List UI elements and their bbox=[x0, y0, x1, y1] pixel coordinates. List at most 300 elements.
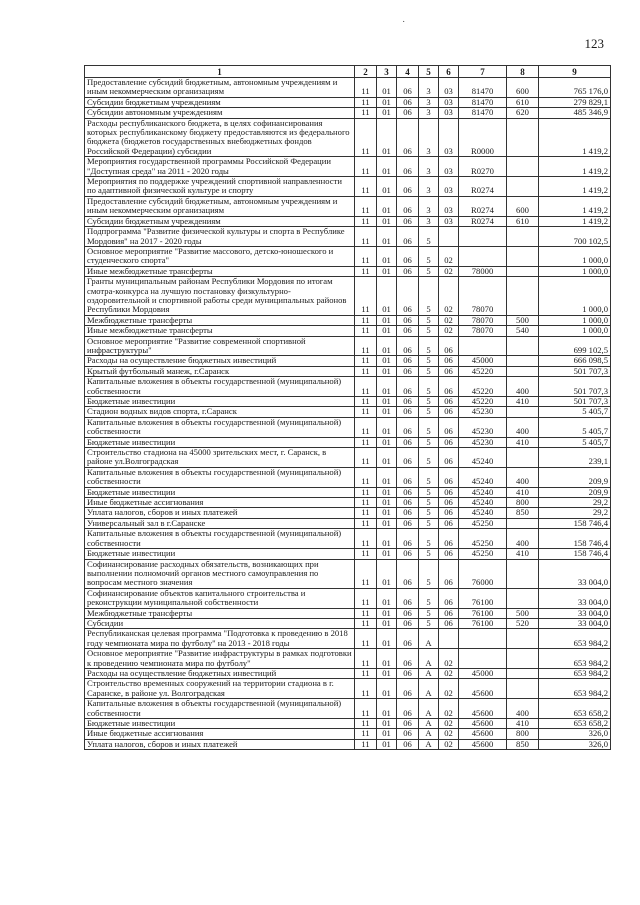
target-code-cell: 45250 bbox=[459, 549, 507, 559]
program-cell: А bbox=[419, 739, 439, 749]
glava-cell: 11 bbox=[355, 118, 377, 157]
target-code-cell: 45240 bbox=[459, 448, 507, 468]
glava-cell: 11 bbox=[355, 498, 377, 508]
program-cell: 5 bbox=[419, 266, 439, 276]
table-row bbox=[85, 227, 611, 247]
amount-cell: 1 419,2 bbox=[539, 196, 611, 216]
amount-cell: 158 746,4 bbox=[539, 549, 611, 559]
row-name-cell: Бюджетные инвестиции bbox=[85, 549, 355, 559]
razdel-cell: 01 bbox=[377, 699, 397, 719]
razdel-cell: 01 bbox=[377, 549, 397, 559]
row-name-cell: Расходы республиканского бюджета, в целях софинансирования которых республиканскому бюджету предоставляются из федерального бюджета (бюджетов государственных внебюджетных фондов Российской Федерации) субсидии bbox=[85, 118, 355, 157]
razdel-cell: 01 bbox=[377, 336, 397, 356]
expense-type-cell: 410 bbox=[507, 549, 539, 559]
target-code-cell: 76100 bbox=[459, 588, 507, 608]
glava-cell: 11 bbox=[355, 467, 377, 487]
expense-type-cell: 850 bbox=[507, 508, 539, 518]
subprogram-cell: 06 bbox=[439, 559, 459, 588]
glava-cell: 11 bbox=[355, 739, 377, 749]
glava-cell: 11 bbox=[355, 356, 377, 366]
razdel-cell: 01 bbox=[377, 108, 397, 118]
row-name-cell: Подпрограмма "Развитие физической культуры и спорта в Республике Мордовия" на 2017 - 2020 годы bbox=[85, 227, 355, 247]
target-code-cell: 45230 bbox=[459, 407, 507, 417]
program-cell: 5 bbox=[419, 508, 439, 518]
amount-cell: 5 405,7 bbox=[539, 417, 611, 437]
target-code-cell: 45600 bbox=[459, 719, 507, 729]
glava-cell: 11 bbox=[355, 649, 377, 669]
razdel-cell: 01 bbox=[377, 729, 397, 739]
razdel-cell: 01 bbox=[377, 719, 397, 729]
podrazdel-cell: 06 bbox=[397, 177, 419, 197]
program-cell: А bbox=[419, 719, 439, 729]
razdel-cell: 01 bbox=[377, 356, 397, 366]
row-name-cell: Мероприятия по поддержке учреждений спортивной направленности по адаптивной физической культуре и спорту bbox=[85, 177, 355, 197]
expense-type-cell bbox=[507, 448, 539, 468]
row-name-cell: Строительство временных сооружений на территории стадиона в г. Саранске, в районе ул. Волгоградская bbox=[85, 679, 355, 699]
expense-type-cell bbox=[507, 118, 539, 157]
expense-type-cell bbox=[507, 679, 539, 699]
razdel-cell: 01 bbox=[377, 97, 397, 107]
amount-cell: 29,2 bbox=[539, 508, 611, 518]
row-name-cell: Иные бюджетные ассигнования bbox=[85, 729, 355, 739]
table-header-row bbox=[85, 66, 611, 78]
table-row bbox=[85, 315, 611, 325]
target-code-cell: R0274 bbox=[459, 177, 507, 197]
amount-cell: 29,2 bbox=[539, 498, 611, 508]
amount-cell: 33 004,0 bbox=[539, 618, 611, 628]
table-row bbox=[85, 487, 611, 497]
subprogram-cell: 02 bbox=[439, 679, 459, 699]
target-code-cell bbox=[459, 246, 507, 266]
program-cell: 5 bbox=[419, 246, 439, 266]
amount-cell: 666 098,5 bbox=[539, 356, 611, 366]
target-code-cell: 45220 bbox=[459, 366, 507, 376]
expense-type-cell bbox=[507, 366, 539, 376]
glava-cell: 11 bbox=[355, 407, 377, 417]
amount-cell: 1 000,0 bbox=[539, 277, 611, 316]
table-row bbox=[85, 518, 611, 528]
subprogram-cell: 03 bbox=[439, 97, 459, 107]
podrazdel-cell: 06 bbox=[397, 407, 419, 417]
glava-cell: 11 bbox=[355, 78, 377, 98]
podrazdel-cell: 06 bbox=[397, 336, 419, 356]
target-code-cell: R0274 bbox=[459, 196, 507, 216]
razdel-cell: 01 bbox=[377, 487, 397, 497]
program-cell: 5 bbox=[419, 559, 439, 588]
amount-cell: 1 000,0 bbox=[539, 326, 611, 336]
amount-cell: 501 707,3 bbox=[539, 366, 611, 376]
program-cell: 3 bbox=[419, 78, 439, 98]
podrazdel-cell: 06 bbox=[397, 559, 419, 588]
row-name-cell: Субсидии бюджетным учреждениям bbox=[85, 97, 355, 107]
razdel-cell: 01 bbox=[377, 649, 397, 669]
glava-cell: 11 bbox=[355, 366, 377, 376]
expense-type-cell: 410 bbox=[507, 437, 539, 447]
table-row bbox=[85, 157, 611, 177]
podrazdel-cell: 06 bbox=[397, 277, 419, 316]
subprogram-cell: 02 bbox=[439, 649, 459, 669]
podrazdel-cell: 06 bbox=[397, 366, 419, 376]
table-row bbox=[85, 196, 611, 216]
amount-cell: 279 829,1 bbox=[539, 97, 611, 107]
program-cell: 3 bbox=[419, 177, 439, 197]
expense-type-cell bbox=[507, 336, 539, 356]
podrazdel-cell: 06 bbox=[397, 397, 419, 407]
glava-cell: 11 bbox=[355, 108, 377, 118]
program-cell: 5 bbox=[419, 407, 439, 417]
amount-cell: 1 000,0 bbox=[539, 266, 611, 276]
subprogram-cell: 06 bbox=[439, 448, 459, 468]
row-name-cell: Субсидии bbox=[85, 618, 355, 628]
razdel-cell: 01 bbox=[377, 407, 397, 417]
amount-cell: 485 346,9 bbox=[539, 108, 611, 118]
header-cell: 2 bbox=[355, 66, 377, 78]
table-row bbox=[85, 549, 611, 559]
row-name-cell: Стадион водных видов спорта, г.Саранск bbox=[85, 407, 355, 417]
glava-cell: 11 bbox=[355, 729, 377, 739]
table-row bbox=[85, 246, 611, 266]
razdel-cell: 01 bbox=[377, 315, 397, 325]
expense-type-cell bbox=[507, 407, 539, 417]
glava-cell: 11 bbox=[355, 196, 377, 216]
table-row bbox=[85, 559, 611, 588]
podrazdel-cell: 06 bbox=[397, 196, 419, 216]
program-cell: 5 bbox=[419, 356, 439, 366]
podrazdel-cell: 06 bbox=[397, 518, 419, 528]
subprogram-cell: 06 bbox=[439, 377, 459, 397]
target-code-cell: 45230 bbox=[459, 417, 507, 437]
row-name-cell: Уплата налогов, сборов и иных платежей bbox=[85, 739, 355, 749]
table-row bbox=[85, 739, 611, 749]
subprogram-cell: 06 bbox=[439, 498, 459, 508]
target-code-cell: R0270 bbox=[459, 157, 507, 177]
razdel-cell: 01 bbox=[377, 277, 397, 316]
amount-cell: 653 984,2 bbox=[539, 668, 611, 678]
podrazdel-cell: 06 bbox=[397, 608, 419, 618]
target-code-cell: 45600 bbox=[459, 699, 507, 719]
row-name-cell: Бюджетные инвестиции bbox=[85, 397, 355, 407]
row-name-cell: Бюджетные инвестиции bbox=[85, 437, 355, 447]
subprogram-cell: 06 bbox=[439, 366, 459, 376]
program-cell: А bbox=[419, 699, 439, 719]
expense-type-cell bbox=[507, 588, 539, 608]
row-name-cell: Бюджетные инвестиции bbox=[85, 719, 355, 729]
razdel-cell: 01 bbox=[377, 227, 397, 247]
table-row bbox=[85, 108, 611, 118]
table-row bbox=[85, 397, 611, 407]
expense-type-cell: 400 bbox=[507, 377, 539, 397]
table-body bbox=[85, 78, 611, 750]
table-row bbox=[85, 277, 611, 316]
row-name-cell: Иные бюджетные ассигнования bbox=[85, 498, 355, 508]
program-cell: 5 bbox=[419, 377, 439, 397]
program-cell: 5 bbox=[419, 417, 439, 437]
razdel-cell: 01 bbox=[377, 618, 397, 628]
program-cell: 5 bbox=[419, 336, 439, 356]
glava-cell: 11 bbox=[355, 326, 377, 336]
table-row bbox=[85, 467, 611, 487]
razdel-cell: 01 bbox=[377, 739, 397, 749]
table-row bbox=[85, 97, 611, 107]
razdel-cell: 01 bbox=[377, 518, 397, 528]
razdel-cell: 01 bbox=[377, 157, 397, 177]
amount-cell: 501 707,3 bbox=[539, 377, 611, 397]
row-name-cell: Предоставление субсидий бюджетным, автономным учреждениям и иным некоммерческим организациям bbox=[85, 78, 355, 98]
glava-cell: 11 bbox=[355, 246, 377, 266]
subprogram-cell: 03 bbox=[439, 157, 459, 177]
amount-cell: 1 419,2 bbox=[539, 177, 611, 197]
table-row bbox=[85, 608, 611, 618]
program-cell: 5 bbox=[419, 588, 439, 608]
target-code-cell: 45240 bbox=[459, 508, 507, 518]
row-name-cell: Расходы на осуществление бюджетных инвестиций bbox=[85, 668, 355, 678]
table-row bbox=[85, 649, 611, 669]
row-name-cell: Универсальный зал в г.Саранске bbox=[85, 518, 355, 528]
target-code-cell: 45240 bbox=[459, 498, 507, 508]
target-code-cell bbox=[459, 649, 507, 669]
row-name-cell: Предоставление субсидий бюджетным, автономным учреждениям и иным некоммерческим организациям bbox=[85, 196, 355, 216]
row-name-cell: Строительство стадиона на 45000 зрительских мест, г. Саранск, в районе ул.Волгоградская bbox=[85, 448, 355, 468]
row-name-cell: Мероприятия государственной программы Российской Федерации "Доступная среда" на 2011 - 2020 годы bbox=[85, 157, 355, 177]
amount-cell: 33 004,0 bbox=[539, 608, 611, 618]
header-cell: 3 bbox=[377, 66, 397, 78]
subprogram-cell: 02 bbox=[439, 277, 459, 316]
table-row bbox=[85, 498, 611, 508]
glava-cell: 11 bbox=[355, 518, 377, 528]
program-cell: А bbox=[419, 729, 439, 739]
glava-cell: 11 bbox=[355, 397, 377, 407]
amount-cell: 653 984,2 bbox=[539, 649, 611, 669]
podrazdel-cell: 06 bbox=[397, 118, 419, 157]
amount-cell: 1 419,2 bbox=[539, 157, 611, 177]
program-cell: 5 bbox=[419, 467, 439, 487]
amount-cell: 765 176,0 bbox=[539, 78, 611, 98]
program-cell: А bbox=[419, 629, 439, 649]
expense-type-cell: 400 bbox=[507, 417, 539, 437]
row-name-cell: Межбюджетные трансферты bbox=[85, 315, 355, 325]
subprogram-cell: 06 bbox=[439, 618, 459, 628]
podrazdel-cell: 06 bbox=[397, 668, 419, 678]
expense-type-cell: 620 bbox=[507, 108, 539, 118]
expense-type-cell bbox=[507, 227, 539, 247]
razdel-cell: 01 bbox=[377, 668, 397, 678]
glava-cell: 11 bbox=[355, 377, 377, 397]
subprogram-cell bbox=[439, 227, 459, 247]
table-row bbox=[85, 366, 611, 376]
expense-type-cell: 400 bbox=[507, 467, 539, 487]
expense-type-cell bbox=[507, 266, 539, 276]
program-cell: 3 bbox=[419, 196, 439, 216]
razdel-cell: 01 bbox=[377, 629, 397, 649]
expense-type-cell: 600 bbox=[507, 78, 539, 98]
header-cell: 8 bbox=[507, 66, 539, 78]
row-name-cell: Бюджетные инвестиции bbox=[85, 487, 355, 497]
razdel-cell: 01 bbox=[377, 679, 397, 699]
razdel-cell: 01 bbox=[377, 246, 397, 266]
subprogram-cell: 03 bbox=[439, 78, 459, 98]
subprogram-cell bbox=[439, 629, 459, 649]
header-cell: 5 bbox=[419, 66, 439, 78]
glava-cell: 11 bbox=[355, 679, 377, 699]
target-code-cell: 78070 bbox=[459, 315, 507, 325]
podrazdel-cell: 06 bbox=[397, 97, 419, 107]
row-name-cell: Иные межбюджетные трансферты bbox=[85, 326, 355, 336]
target-code-cell: 76100 bbox=[459, 608, 507, 618]
podrazdel-cell: 06 bbox=[397, 739, 419, 749]
row-name-cell: Основное мероприятие "Развитие современной спортивной инфраструктуры" bbox=[85, 336, 355, 356]
glava-cell: 11 bbox=[355, 336, 377, 356]
target-code-cell: 45220 bbox=[459, 397, 507, 407]
row-name-cell: Капитальные вложения в объекты государственной (муниципальной) собственности bbox=[85, 529, 355, 549]
amount-cell: 209,9 bbox=[539, 467, 611, 487]
amount-cell: 209,9 bbox=[539, 487, 611, 497]
expense-type-cell bbox=[507, 518, 539, 528]
glava-cell: 11 bbox=[355, 266, 377, 276]
podrazdel-cell: 06 bbox=[397, 498, 419, 508]
row-name-cell: Уплата налогов, сборов и иных платежей bbox=[85, 508, 355, 518]
razdel-cell: 01 bbox=[377, 437, 397, 447]
subprogram-cell: 06 bbox=[439, 336, 459, 356]
glava-cell: 11 bbox=[355, 487, 377, 497]
row-name-cell: Межбюджетные трансферты bbox=[85, 608, 355, 618]
row-name-cell: Субсидии автономным учреждениям bbox=[85, 108, 355, 118]
target-code-cell: 78070 bbox=[459, 326, 507, 336]
program-cell: А bbox=[419, 649, 439, 669]
glava-cell: 11 bbox=[355, 668, 377, 678]
podrazdel-cell: 06 bbox=[397, 157, 419, 177]
header-cell: 1 bbox=[85, 66, 355, 78]
table-row bbox=[85, 336, 611, 356]
subprogram-cell: 03 bbox=[439, 196, 459, 216]
target-code-cell: 81470 bbox=[459, 97, 507, 107]
expense-type-cell: 800 bbox=[507, 729, 539, 739]
amount-cell: 653 984,2 bbox=[539, 679, 611, 699]
subprogram-cell: 03 bbox=[439, 216, 459, 226]
amount-cell: 699 102,5 bbox=[539, 336, 611, 356]
glava-cell: 11 bbox=[355, 97, 377, 107]
target-code-cell bbox=[459, 336, 507, 356]
row-name-cell: Софинансирование расходных обязательств, возникающих при выполнении полномочий органов местного самоуправления по вопросам местного значения bbox=[85, 559, 355, 588]
expense-type-cell bbox=[507, 157, 539, 177]
table-row bbox=[85, 326, 611, 336]
subprogram-cell: 02 bbox=[439, 719, 459, 729]
row-name-cell: Субсидии бюджетным учреждениям bbox=[85, 216, 355, 226]
subprogram-cell: 02 bbox=[439, 326, 459, 336]
glava-cell: 11 bbox=[355, 417, 377, 437]
program-cell: 3 bbox=[419, 216, 439, 226]
program-cell: 3 bbox=[419, 157, 439, 177]
row-name-cell: Крытый футбольный манеж, г.Саранск bbox=[85, 366, 355, 376]
subprogram-cell: 06 bbox=[439, 518, 459, 528]
expense-type-cell: 610 bbox=[507, 216, 539, 226]
amount-cell: 501 707,3 bbox=[539, 397, 611, 407]
subprogram-cell: 06 bbox=[439, 508, 459, 518]
expense-type-cell bbox=[507, 277, 539, 316]
expense-type-cell: 520 bbox=[507, 618, 539, 628]
glava-cell: 11 bbox=[355, 699, 377, 719]
glava-cell: 11 bbox=[355, 608, 377, 618]
table-row bbox=[85, 216, 611, 226]
row-name-cell: Капитальные вложения в объекты государственной (муниципальной) собственности bbox=[85, 417, 355, 437]
program-cell: 5 bbox=[419, 498, 439, 508]
subprogram-cell: 06 bbox=[439, 588, 459, 608]
razdel-cell: 01 bbox=[377, 508, 397, 518]
row-name-cell: Расходы на осуществление бюджетных инвестиций bbox=[85, 356, 355, 366]
subprogram-cell: 06 bbox=[439, 608, 459, 618]
program-cell: 3 bbox=[419, 118, 439, 157]
row-name-cell: Капитальные вложения в объекты государственной (муниципальной) собственности bbox=[85, 699, 355, 719]
amount-cell: 158 746,4 bbox=[539, 529, 611, 549]
amount-cell: 33 004,0 bbox=[539, 588, 611, 608]
table-row bbox=[85, 699, 611, 719]
table-row bbox=[85, 618, 611, 628]
row-name-cell: Капитальные вложения в объекты государственной (муниципальной) собственности bbox=[85, 377, 355, 397]
header-cell: 9 bbox=[539, 66, 611, 78]
target-code-cell: 78070 bbox=[459, 277, 507, 316]
podrazdel-cell: 06 bbox=[397, 487, 419, 497]
program-cell: А bbox=[419, 668, 439, 678]
subprogram-cell: 06 bbox=[439, 487, 459, 497]
razdel-cell: 01 bbox=[377, 467, 397, 487]
razdel-cell: 01 bbox=[377, 377, 397, 397]
table-row bbox=[85, 529, 611, 549]
program-cell: 5 bbox=[419, 326, 439, 336]
podrazdel-cell: 06 bbox=[397, 216, 419, 226]
amount-cell: 653 658,2 bbox=[539, 699, 611, 719]
podrazdel-cell: 06 bbox=[397, 108, 419, 118]
target-code-cell: 45000 bbox=[459, 668, 507, 678]
amount-cell: 5 405,7 bbox=[539, 407, 611, 417]
podrazdel-cell: 06 bbox=[397, 326, 419, 336]
subprogram-cell: 02 bbox=[439, 729, 459, 739]
podrazdel-cell: 06 bbox=[397, 227, 419, 247]
razdel-cell: 01 bbox=[377, 366, 397, 376]
podrazdel-cell: 06 bbox=[397, 377, 419, 397]
row-name-cell: Иные межбюджетные трансферты bbox=[85, 266, 355, 276]
program-cell: 5 bbox=[419, 448, 439, 468]
podrazdel-cell: 06 bbox=[397, 719, 419, 729]
subprogram-cell: 02 bbox=[439, 668, 459, 678]
razdel-cell: 01 bbox=[377, 78, 397, 98]
expense-type-cell: 410 bbox=[507, 719, 539, 729]
table-row bbox=[85, 588, 611, 608]
subprogram-cell: 03 bbox=[439, 108, 459, 118]
razdel-cell: 01 bbox=[377, 498, 397, 508]
table-row bbox=[85, 668, 611, 678]
amount-cell: 653 658,2 bbox=[539, 719, 611, 729]
razdel-cell: 01 bbox=[377, 266, 397, 276]
target-code-cell: 76100 bbox=[459, 618, 507, 628]
program-cell: 5 bbox=[419, 608, 439, 618]
razdel-cell: 01 bbox=[377, 397, 397, 407]
podrazdel-cell: 06 bbox=[397, 679, 419, 699]
subprogram-cell: 02 bbox=[439, 266, 459, 276]
subprogram-cell: 06 bbox=[439, 356, 459, 366]
podrazdel-cell: 06 bbox=[397, 467, 419, 487]
program-cell: 5 bbox=[419, 315, 439, 325]
expense-type-cell bbox=[507, 246, 539, 266]
glava-cell: 11 bbox=[355, 277, 377, 316]
glava-cell: 11 bbox=[355, 157, 377, 177]
amount-cell: 5 405,7 bbox=[539, 437, 611, 447]
amount-cell: 33 004,0 bbox=[539, 559, 611, 588]
program-cell: 5 bbox=[419, 549, 439, 559]
amount-cell: 700 102,5 bbox=[539, 227, 611, 247]
target-code-cell: 45250 bbox=[459, 529, 507, 549]
podrazdel-cell: 06 bbox=[397, 448, 419, 468]
program-cell: 5 bbox=[419, 227, 439, 247]
subprogram-cell: 03 bbox=[439, 177, 459, 197]
